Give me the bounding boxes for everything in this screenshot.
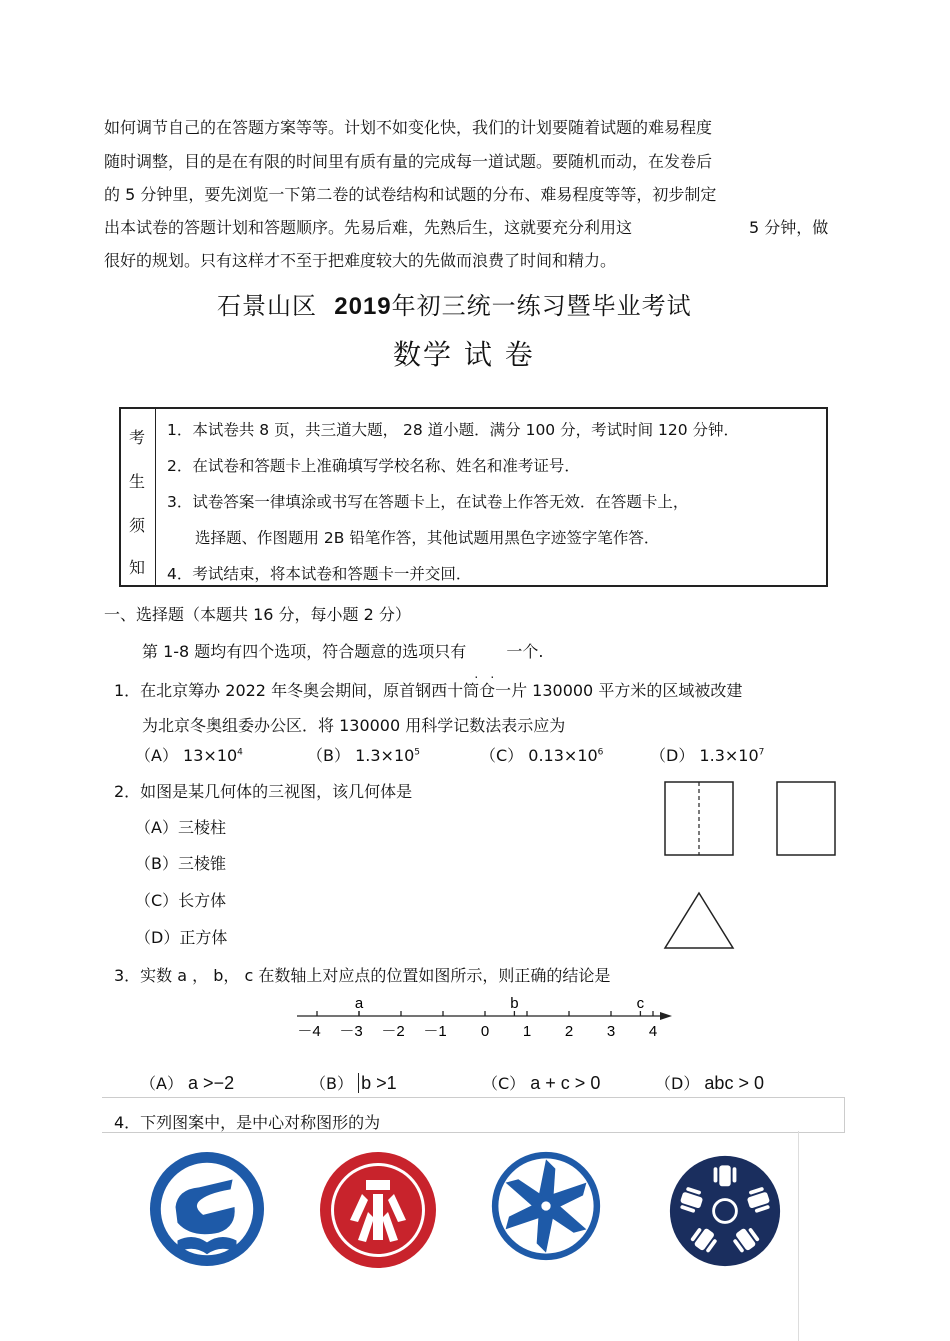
q1-option-a: （A） $13\times 10^4$ bbox=[135, 746, 243, 765]
logo-a-icon bbox=[148, 1150, 266, 1268]
q3-option-c: （C） a + c > 0 bbox=[482, 1073, 601, 1093]
tick-label: 2 bbox=[564, 1023, 574, 1040]
tick-label: 1 bbox=[522, 1023, 532, 1040]
q4-stem: 4．下列图案中，是中心对称图形的为 bbox=[114, 1113, 381, 1132]
top-view bbox=[665, 893, 733, 948]
point-label-a: a bbox=[354, 995, 364, 1012]
q1-option-d: （D） $1.3\times 10^7$ bbox=[650, 746, 765, 765]
q2-option-b: （B）三棱锥 bbox=[135, 854, 226, 873]
q3-option-a: （A） a >−2 bbox=[140, 1073, 235, 1093]
notice-line: 3．试卷答案一律填涂或书写在答题卡上，在试卷上作答无效．在答题卡上， bbox=[167, 493, 689, 511]
notice-line: 4．考试结束，将本试卷和答题卡一并交回． bbox=[167, 565, 472, 583]
logo-c-icon bbox=[490, 1150, 602, 1262]
tick-label: 4 bbox=[648, 1023, 658, 1040]
tick-label: －1 bbox=[423, 1023, 447, 1040]
q1-stem: 1．在北京筹办 2022 年冬奥会期间，原首钢西十筒仓一片 130000 平方米的区域被改建 bbox=[114, 681, 743, 700]
intro-line: 的 5 分钟里，要先浏览一下第二卷的试卷结构和试题的分布、难易程度等等，初步制定 bbox=[104, 185, 717, 204]
intro-line: 出本试卷的答题计划和答题顺序。先易后难，先熟后生，这就要充分利用这 bbox=[104, 218, 633, 237]
tick-label: 0 bbox=[480, 1023, 490, 1040]
intro-line: 很好的规划。只有这样才不至于把难度较大的先做而浪费了时间和精力。 bbox=[104, 251, 617, 270]
q3-stem: 3．实数 a ， b， c 在数轴上对应点的位置如图所示，则正确的结论是 bbox=[114, 966, 611, 985]
tick-label: －2 bbox=[381, 1023, 405, 1040]
logo-d-icon bbox=[668, 1154, 782, 1268]
notice-box bbox=[119, 407, 828, 587]
tick-label: 3 bbox=[606, 1023, 616, 1040]
intro-line: 5 分钟，做 bbox=[749, 218, 829, 237]
notice-line: 选择题、作图题用 2B 铅笔作答，其他试题用黑色字迹签字笔作答． bbox=[195, 529, 660, 547]
q1-option-c: （C） $0.13\times 10^6$ bbox=[480, 746, 604, 765]
q2-option-c: （C）长方体 bbox=[135, 891, 227, 910]
intro-line: 如何调节自己的在答题方案等等。计划不如变化快，我们的计划要随着试题的难易程度 bbox=[104, 118, 713, 137]
q2-option-d: （D）正方体 bbox=[135, 928, 228, 947]
three-views-figure bbox=[660, 778, 845, 953]
point-label-c: c bbox=[636, 995, 645, 1012]
q2-stem: 2．如图是某几何体的三视图，该几何体是 bbox=[114, 782, 413, 801]
q3-option-d: （D） abc > 0 bbox=[655, 1073, 764, 1093]
q2-option-a: （A）三棱柱 bbox=[135, 818, 226, 837]
section-heading: 一、选择题（本题共 16 分，每小题 2 分） bbox=[104, 605, 411, 624]
subject-title: 数学 试 卷 bbox=[393, 338, 535, 371]
tick-label: －3 bbox=[339, 1023, 363, 1040]
q1-option-b: （B） $1.3\times 10^5$ bbox=[307, 746, 421, 765]
q3-option-b: （B） b >1 bbox=[310, 1073, 397, 1093]
tick-label: －4 bbox=[297, 1023, 321, 1040]
side-view bbox=[777, 782, 835, 855]
number-line bbox=[292, 994, 682, 1044]
q1-stem: 为北京冬奥组委办公区．将 130000 用科学记数法表示应为 bbox=[142, 716, 566, 735]
section-instruction: 第 1-8 题均有四个选项，符合题意的选项只有 . . 一个. bbox=[142, 642, 544, 681]
point-label-b: b bbox=[510, 995, 519, 1012]
notice-side-label: 考 生 须 知 bbox=[121, 409, 156, 585]
notice-line: 2．在试卷和答题卡上准确填写学校名称、姓名和准考证号． bbox=[167, 457, 580, 475]
arrow-head bbox=[660, 1012, 672, 1020]
notice-line: 1．本试卷共 8 页，共三道大题， 28 道小题．满分 100 分，考试时间 120 分钟． bbox=[167, 421, 740, 439]
intro-line: 随时调整，目的是在有限的时间里有质有量的完成每一道试题。要随机而动，在发卷后 bbox=[104, 152, 713, 171]
logo-b-icon bbox=[318, 1150, 438, 1270]
exam-title: 石景山区 2019年初三统一练习暨毕业考试 bbox=[217, 292, 692, 320]
